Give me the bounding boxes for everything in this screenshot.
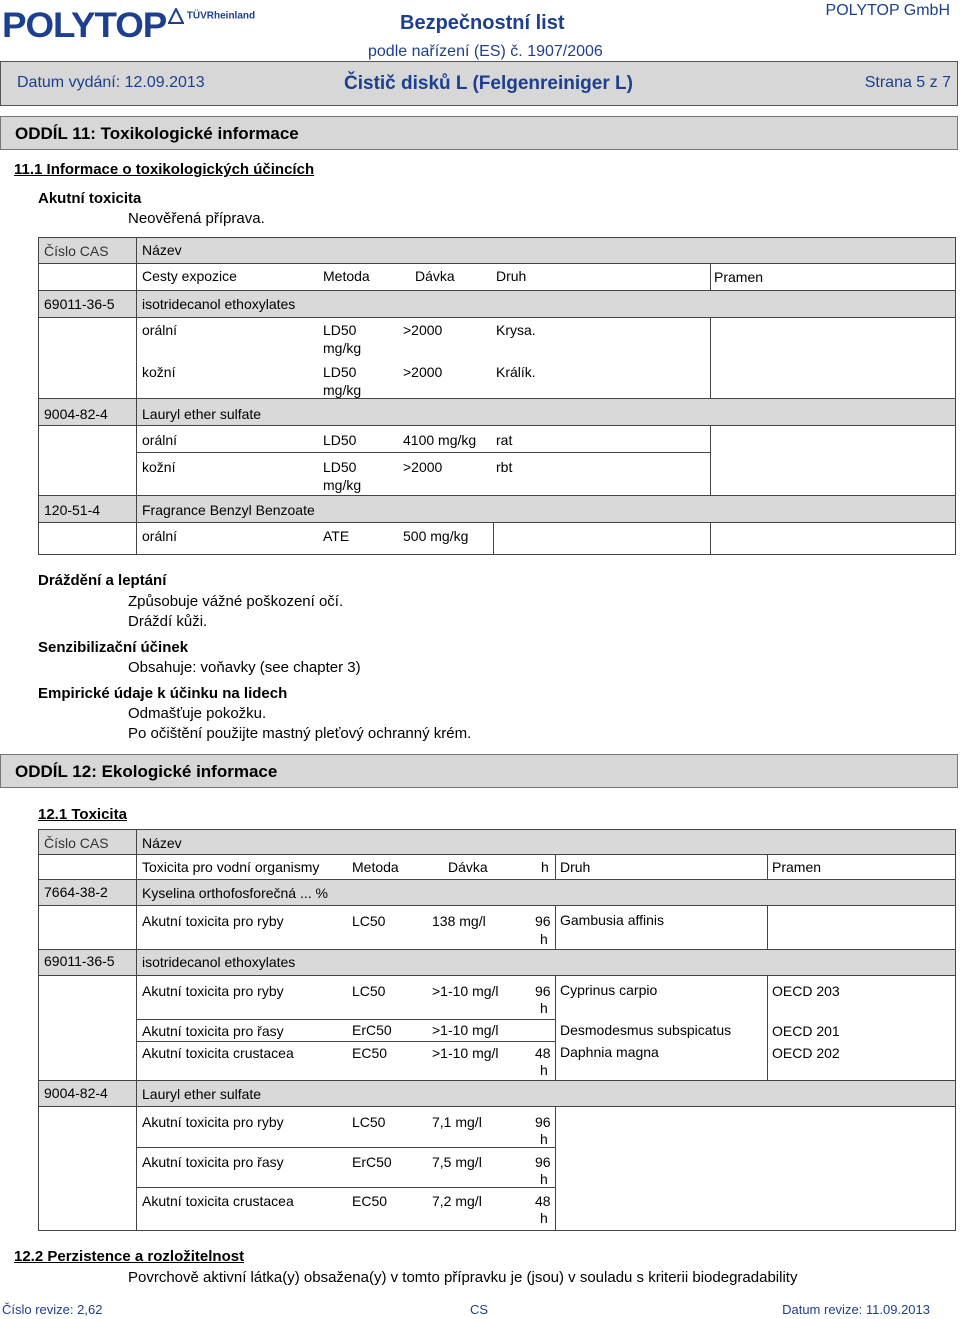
hours-unit: h [540,1210,548,1226]
revision-date: Datum revize: 11.09.2013 [782,1302,930,1317]
substance-cas: 9004-82-4 [44,1085,108,1101]
section-12-title: ODDÍL 12: Ekologické informace [15,762,278,781]
header-bar [0,61,958,106]
toxicity-type: Akutní toxicita pro ryby [142,1114,284,1130]
source-cell [710,522,956,555]
species-source-cell [555,1106,956,1231]
cas-empty-cell [38,317,137,399]
route: kožní [142,459,176,475]
dose: 500 mg/kg [403,528,469,544]
header-cas: Číslo CAS [44,243,109,259]
species: Desmodesmus subspicatus [560,1022,732,1038]
irritation-text-1: Způsobuje vážné poškození očí. [128,593,344,610]
hours: 48 [535,1193,551,1209]
revision-number: Číslo revize: 2,62 [2,1302,103,1317]
substance-name: Fragrance Benzyl Benzoate [142,502,315,518]
dose: 7,5 mg/l [432,1154,482,1170]
method: EC50 [352,1045,388,1061]
substance-cas: 120-51-4 [44,502,101,518]
polytop-logo: POLYTOP [2,6,167,45]
source: OECD 202 [772,1045,840,1061]
header-method: Metoda [352,859,399,875]
hours-unit: h [540,1171,548,1187]
section-11-header [0,116,958,150]
empirical-text-1: Odmašťuje pokožku. [128,705,267,722]
route: kožní [142,364,176,380]
substance-name: Kyselina orthofosforečná ... % [142,885,328,901]
section-12-header [0,754,958,788]
dose: >2000 [403,322,443,338]
header-name: Název [142,242,182,258]
hours-unit: h [540,931,548,947]
header-toxicity: Toxicita pro vodní organismy [142,859,320,875]
species: Daphnia magna [560,1044,659,1060]
method: LD50 [323,432,357,448]
species: rat [496,432,513,448]
dose: 7,1 mg/l [432,1114,482,1130]
cas-empty-cell [38,905,137,950]
source-cell [710,425,956,496]
toxicity-type: Akutní toxicita crustacea [142,1045,294,1061]
substance-cas: 69011-36-5 [44,953,115,969]
tuv-name: Rheinland [206,10,256,22]
hours: 96 [535,1154,551,1170]
acute-toxicity-label: Akutní toxicita [38,190,142,207]
source: OECD 201 [772,1023,840,1039]
cas-empty-cell [38,1106,137,1231]
hours: 96 [535,913,551,929]
method-unit: mg/kg [323,477,362,493]
empirical-text-2: Po očištění použijte mastný pleťový ochranný krém. [128,725,472,742]
sensitization-text: Obsahuje: voňavky (see chapter 3) [128,659,361,676]
source-cell [710,317,956,399]
method: ATE [323,528,350,544]
irritation-label: Dráždění a leptání [38,572,167,589]
section-12-1-heading: 12.1 Toxicita [38,806,127,823]
header-hours: h [541,859,549,875]
sensitization-label: Senzibilizační účinek [38,639,189,656]
tuv-brand: TÜV [186,10,207,22]
hours: 96 [535,983,551,999]
substance-cas: 9004-82-4 [44,406,108,422]
toxicity-type: Akutní toxicita pro ryby [142,913,284,929]
method: EC50 [352,1193,388,1209]
dose: 138 mg/l [432,913,486,929]
toxicity-type: Akutní toxicita pro ryby [142,983,284,999]
company-name: POLYTOP GmbH [825,2,950,19]
substance-name: Lauryl ether sulfate [142,1086,262,1102]
source-cell [767,905,956,950]
substance-name: isotridecanol ethoxylates [142,296,296,312]
substance-name: Lauryl ether sulfate [142,406,262,422]
method: LD50 [323,459,357,475]
source: OECD 203 [772,983,840,999]
cas-empty-cell [38,425,137,496]
substance-name: isotridecanol ethoxylates [142,954,296,970]
route: orální [142,432,178,448]
hours-unit: h [540,1000,548,1016]
language-code: CS [470,1302,489,1317]
section-12-2-heading: 12.2 Perzistence a rozložitelnost [14,1248,245,1265]
method: LD50 [323,322,357,338]
species: rbt [496,459,513,475]
irritation-text-2: Dráždí kůži. [128,613,208,630]
header-source: Pramen [772,859,822,875]
method: LC50 [352,983,386,999]
cas-empty-cell [38,975,137,1081]
section-12-2-text: Povrchově aktivní látka(y) obsažena(y) v tomto přípravku je (jsou) v souladu s kriterii biodegradability [128,1269,798,1286]
route: orální [142,528,178,544]
empirical-label: Empirické údaje k účinku na lidech [38,685,288,702]
substance-cas: 7664-38-2 [44,884,108,900]
issue-date: Datum vydání: 12.09.2013 [17,74,205,91]
species-cell [493,522,711,555]
method: ErC50 [352,1022,392,1038]
method-unit: mg/kg [323,340,362,356]
tuv-rheinland-logo [168,8,255,24]
header-dose: Dávka [415,268,455,284]
page-number: Strana 5 z 7 [864,74,951,91]
hours-unit: h [540,1062,548,1078]
species: Krysa. [496,322,536,338]
hours-unit: h [540,1131,548,1147]
tuv-triangle-icon [168,8,184,24]
header-dose: Dávka [448,859,488,875]
route: orální [142,322,178,338]
hours: 48 [535,1045,551,1061]
species: Gambusia affinis [560,912,665,928]
header-species: Druh [496,268,527,284]
doc-title: Bezpečnostní list [400,12,565,34]
dose: 7,2 mg/l [432,1193,482,1209]
cas-empty-cell [38,522,137,555]
header-name: Název [142,835,182,851]
header-method: Metoda [323,268,370,284]
species: Cyprinus carpio [560,982,658,998]
dose: >2000 [403,459,443,475]
dose: >1-10 mg/l [432,1045,499,1061]
method: ErC50 [352,1154,392,1170]
method: LD50 [323,364,357,380]
header-cas: Číslo CAS [44,835,109,851]
method: LC50 [352,1114,386,1130]
species: Králík. [496,364,536,380]
regulation: podle nařízení (ES) č. 1907/2006 [368,43,603,60]
header-source: Pramen [714,269,764,285]
section-11-1-heading: 11.1 Informace o toxikologických účincích [14,161,315,178]
toxicity-type: Akutní toxicita crustacea [142,1193,294,1209]
dose: >1-10 mg/l [432,983,499,999]
method-unit: mg/kg [323,382,362,398]
dose: >2000 [403,364,443,380]
header-species: Druh [560,859,591,875]
dose: >1-10 mg/l [432,1022,499,1038]
toxicity-type: Akutní toxicita pro řasy [142,1154,284,1170]
acute-toxicity-text: Neověřená příprava. [128,210,265,227]
header-route: Cesty expozice [142,268,237,284]
dose: 4100 mg/kg [403,432,477,448]
product-name: Čistič disků L (Felgenreiniger L) [344,73,633,94]
section-11-title: ODDÍL 11: Toxikologické informace [15,124,299,143]
hours: 96 [535,1114,551,1130]
method: LC50 [352,913,386,929]
toxicity-type: Akutní toxicita pro řasy [142,1023,284,1039]
substance-cas: 69011-36-5 [44,296,115,312]
